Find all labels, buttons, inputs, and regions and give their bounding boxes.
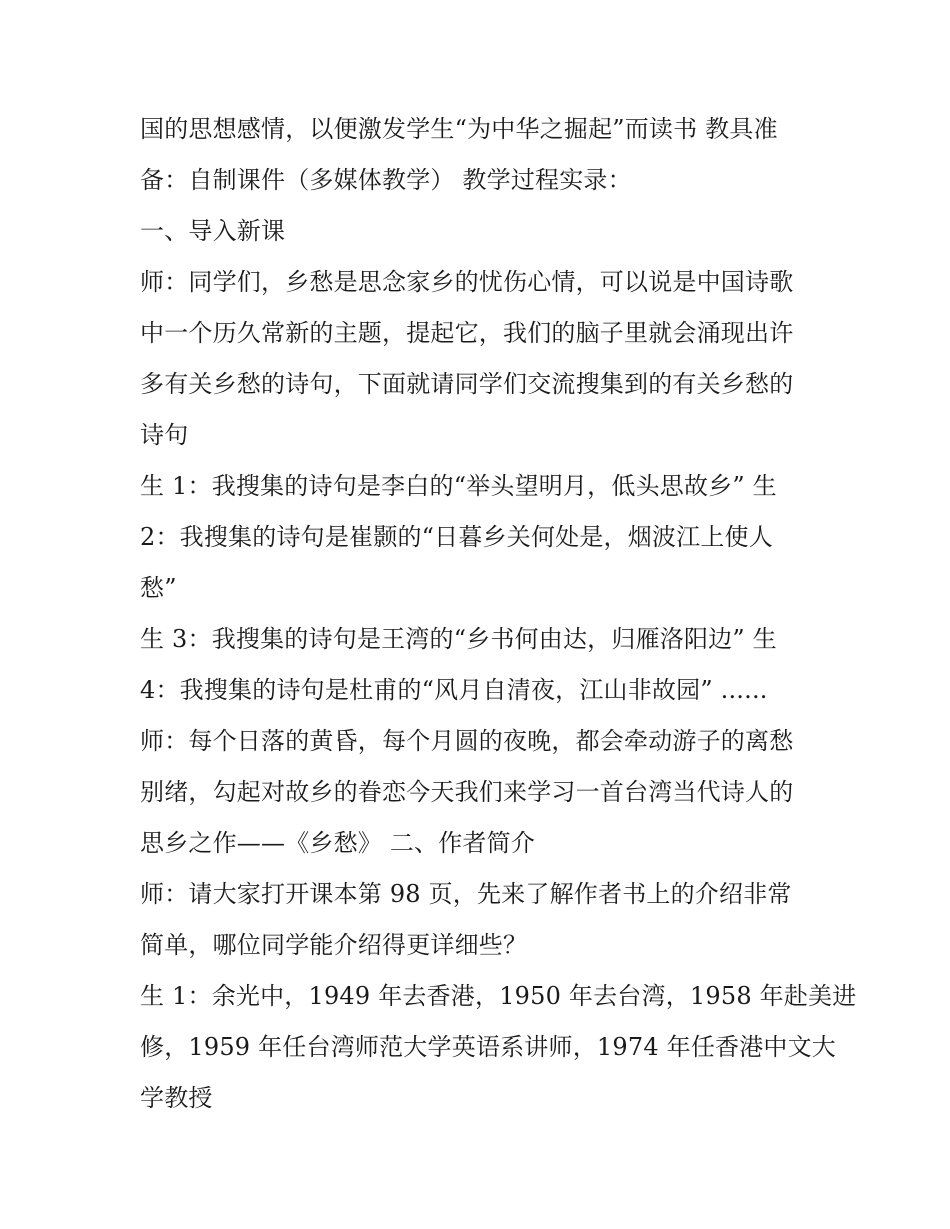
text-line: 师：请大家打开课本第 98 页，先来了解作者书上的介绍非常 [140,880,792,908]
text-line: 生 3：我搜集的诗句是王湾的“乡书何由达，归雁洛阳边” 生 [140,625,777,653]
text-line: 生 1：我搜集的诗句是李白的“举头望明月，低头思故乡” 生 [140,472,777,500]
text-line: 修，1959 年任台湾师范大学英语系讲师，1974 年任香港中文大 [140,1033,837,1061]
text-line: 生 1：余光中，1949 年去香港，1950 年去台湾，1958 年赴美进 [140,982,857,1010]
text-line: 诗句 [140,421,189,449]
document-body [140,104,857,1124]
text-line: 4：我搜集的诗句是杜甫的“风月自清夜，江山非故园” ...... [140,676,768,704]
text-line: 备：自制课件（多媒体教学） 教学过程实录： [140,166,632,194]
text-line: 学教授 [140,1084,213,1112]
text-line: 中一个历久常新的主题，提起它，我们的脑子里就会涌现出许 [140,319,794,347]
text-line: 别绪，勾起对故乡的眷恋今天我们来学习一首台湾当代诗人的 [140,778,794,806]
text-line: 愁” [140,574,177,602]
section-heading: 一、导入新课 [140,217,286,245]
text-line: 简单，哪位同学能介绍得更详细些？ [140,931,528,959]
text-line: 师：同学们，乡愁是思念家乡的忧伤心情，可以说是中国诗歌 [140,268,794,296]
text-line: 2：我搜集的诗句是崔颢的“日暮乡关何处是，烟波江上使人 [140,523,773,551]
text-line: 国的思想感情，以便激发学生“为中华之掘起”而读书 教具准 [140,115,778,143]
text-line: 师：每个日落的黄昏，每个月圆的夜晚，都会牵动游子的离愁 [140,727,794,755]
text-line: 多有关乡愁的诗句，下面就请同学们交流搜集到的有关乡愁的 [140,370,794,398]
text-line: 思乡之作——《乡愁》 二、作者简介 [140,829,536,857]
